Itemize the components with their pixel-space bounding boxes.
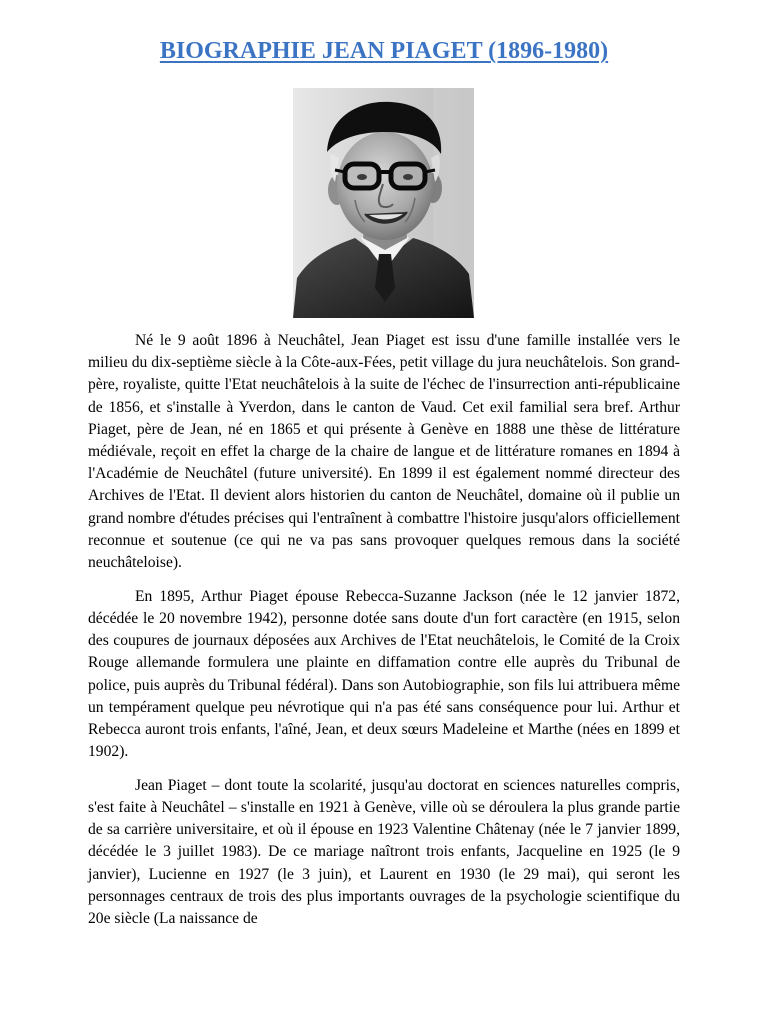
portrait-photo: [293, 88, 474, 318]
document-title: [0, 36, 768, 66]
document-title-text: BIOGRAPHIE JEAN PIAGET (1896-1980): [159, 38, 609, 64]
paragraph: Né le 9 août 1896 à Neuchâtel, Jean Piaget est issu d'une famille installée vers le milieu du dix-septième siècle à la Côte-aux-Fées, petit village du jura neuchâtelois. Son grand-père, royaliste, quitte l'Etat neuchâtelois à la suite de l'échec de l'insurrection anti-républicaine de 1856, et s'installe à Yverdon, dans le canton de Vaud. Cet exil familial sera bref. Arthur Piaget, père de Jean, né en 1865 et qui présente à Genève en 1888 une thèse de littérature médiévale, reçoit en effet la charge de la chaire de langue et de littérature romanes en 1894 à l'Académie de Neuchâtel (future université). En 1899 il est également nommé directeur des Archives de l'Etat. Il devient alors historien du canton de Neuchâtel, domaine où il publie un grand nombre d'études précises qui l'entraînent à combattre l'histoire jusqu'alors officiellement reconnue et soutenue (ce qui ne va pas sans provoquer quelques remous dans la société neuchâteloise).: [88, 332, 680, 572]
biography-text: [88, 330, 680, 942]
paragraph: En 1895, Arthur Piaget épouse Rebecca-Suzanne Jackson (née le 12 janvier 1872, décédée le 20 novembre 1942), personne dotée sans doute d'un fort caractère (en 1915, selon des coupures de journaux déposées aux Archives de l'Etat neuchâtelois, le Comité de la Croix Rouge allemande formulera une plainte en diffamation contre elle auprès du Tribunal de police, puis auprès du Tribunal fédéral). Dans son Autobiographie, son fils lui attribuera même un tempérament quelque peu névrotique qui n'a pas été sans conséquence pour lui. Arthur et Rebecca auront trois enfants, l'aîné, Jean, et deux sœurs Madeleine et Marthe (nées en 1899 et 1902).: [88, 587, 680, 761]
paragraph: Jean Piaget – dont toute la scolarité, jusqu'au doctorat en sciences naturelles compris, s'est faite à Neuchâtel – s'installe en 1921 à Genève, ville où se déroulera la plus grande partie de sa carrière universitaire, et où il épouse en 1923 Valentine Châtenay (née le 7 janvier 1899, décédée le 3 juillet 1983). De ce mariage naîtront trois enfants, Jacqueline en 1925 (le 9 janvier), Lucienne en 1927 (le 3 juin), et Laurent en 1930 (le 29 mai), qui seront les personnages centraux de trois des plus importants ouvrages de la psychologie scientifique du 20e siècle (La naissance de: [88, 776, 680, 928]
